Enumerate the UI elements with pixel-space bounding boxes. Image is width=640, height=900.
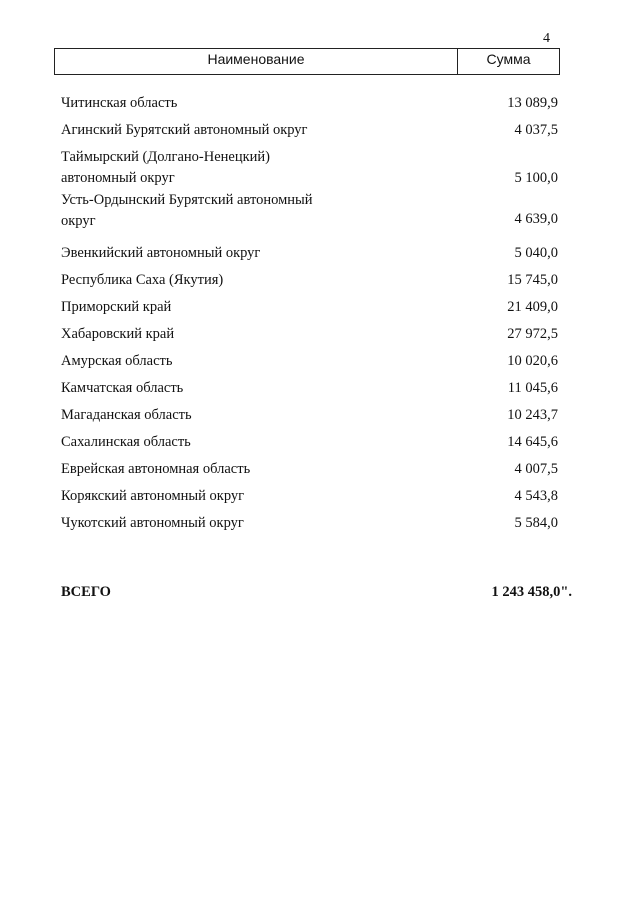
region-sum: 10 020,6 — [507, 353, 558, 369]
region-name: Амурская область — [61, 353, 173, 369]
region-name: Усть-Ордынский Бурятский автономный округ — [61, 192, 313, 229]
table-header — [54, 48, 560, 75]
region-sum: 21 409,0 — [507, 299, 558, 315]
region-sum: 27 972,5 — [507, 326, 558, 342]
region-sum: 5 584,0 — [514, 515, 558, 531]
region-sum: 4 037,5 — [514, 122, 558, 138]
region-sum: 13 089,9 — [507, 95, 558, 111]
region-sum: 5 100,0 — [514, 170, 558, 186]
region-name: Корякский автономный округ — [61, 488, 245, 504]
region-name: Республика Саха (Якутия) — [61, 272, 224, 288]
region-sum: 4 007,5 — [514, 461, 558, 477]
region-name: Хабаровский край — [61, 326, 175, 342]
header-name-column: Наименование — [55, 49, 458, 74]
region-name: Эвенкийский автономный округ — [61, 245, 261, 261]
region-name: Чукотский автономный округ — [61, 515, 244, 531]
total-value: 1 243 458,0". — [491, 584, 572, 600]
region-sum: 15 745,0 — [507, 272, 558, 288]
region-name: Таймырский (Долгано-Ненецкий) автономный округ — [61, 149, 270, 186]
page-number: 4 — [543, 31, 550, 46]
region-name: Приморский край — [61, 299, 172, 315]
region-sum: 4 543,8 — [514, 488, 558, 504]
header-sum-column: Сумма — [486, 51, 531, 67]
region-sum: 11 045,6 — [507, 380, 558, 396]
region-name: Сахалинская область — [61, 434, 191, 450]
region-name: Камчатская область — [61, 380, 184, 396]
region-sum: 14 645,6 — [507, 434, 558, 450]
region-name: Агинский Бурятский автономный округ — [61, 122, 308, 138]
region-sum: 10 243,7 — [507, 407, 558, 423]
region-sum: 5 040,0 — [514, 245, 558, 261]
region-name: Магаданская область — [61, 407, 192, 423]
region-sum: 4 639,0 — [514, 211, 558, 227]
total-label: ВСЕГО — [61, 584, 111, 600]
region-name: Читинская область — [61, 95, 178, 111]
region-name: Еврейская автономная область — [61, 461, 251, 477]
